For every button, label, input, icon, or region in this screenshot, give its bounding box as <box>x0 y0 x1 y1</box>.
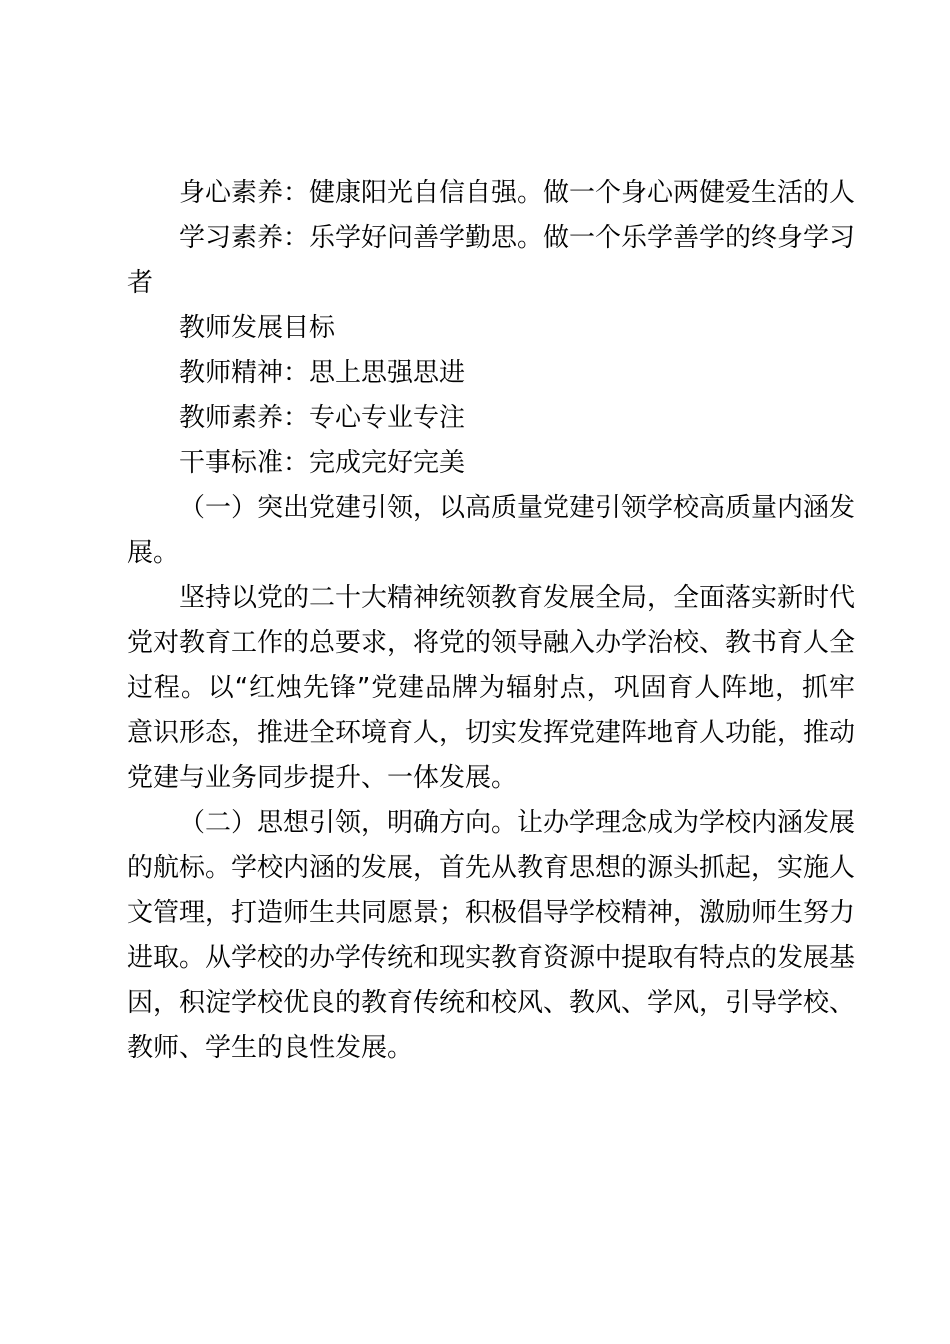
paragraph-learning-literacy: 学习素养：乐学好问善学勤思。做一个乐学善学的终身学习者 <box>127 223 856 298</box>
paragraph-teacher-goals-heading: 教师发展目标 <box>179 313 336 343</box>
paragraph-physical-literacy: 身心素养：健康阳光自信自强。做一个身心两健爱生活的人 <box>179 178 856 208</box>
paragraph-work-standard: 干事标准：完成完好完美 <box>179 448 466 478</box>
paragraph-teacher-literacy: 教师素养：专心专业专注 <box>179 403 466 433</box>
document-body <box>127 171 855 1071</box>
paragraph-teacher-spirit: 教师精神：思上思强思进 <box>179 358 466 388</box>
section-heading-party-building: （一）突出党建引领，以高质量党建引领学校高质量内涵发展。 <box>127 493 856 568</box>
paragraph-ideological-guidance: （二）思想引领，明确方向。让办学理念成为学校内涵发展的航标。学校内涵的发展，首先从教育思想的源头抓起，实施人文管理，打造师生共同愿景；积极倡导学校精神，激励师生努力进取。从学校的办学传统和现实教育资源中提取有特点的发展基因，积淀学校优良的教育传统和校风、教风、学风，引导学校、教师、学生的良性发展。 <box>127 808 856 1063</box>
paragraph-party-building: 坚持以党的二十大精神统领教育发展全局，全面落实新时代党对教育工作的总要求，将党的领导融入办学治校、教书育人全过程。以“红烛先锋”党建品牌为辐射点，巩固育人阵地，抓牢意识形态，推进全环境育人，切实发挥党建阵地育人功能，推动党建与业务同步提升、一体发展。 <box>127 583 856 793</box>
